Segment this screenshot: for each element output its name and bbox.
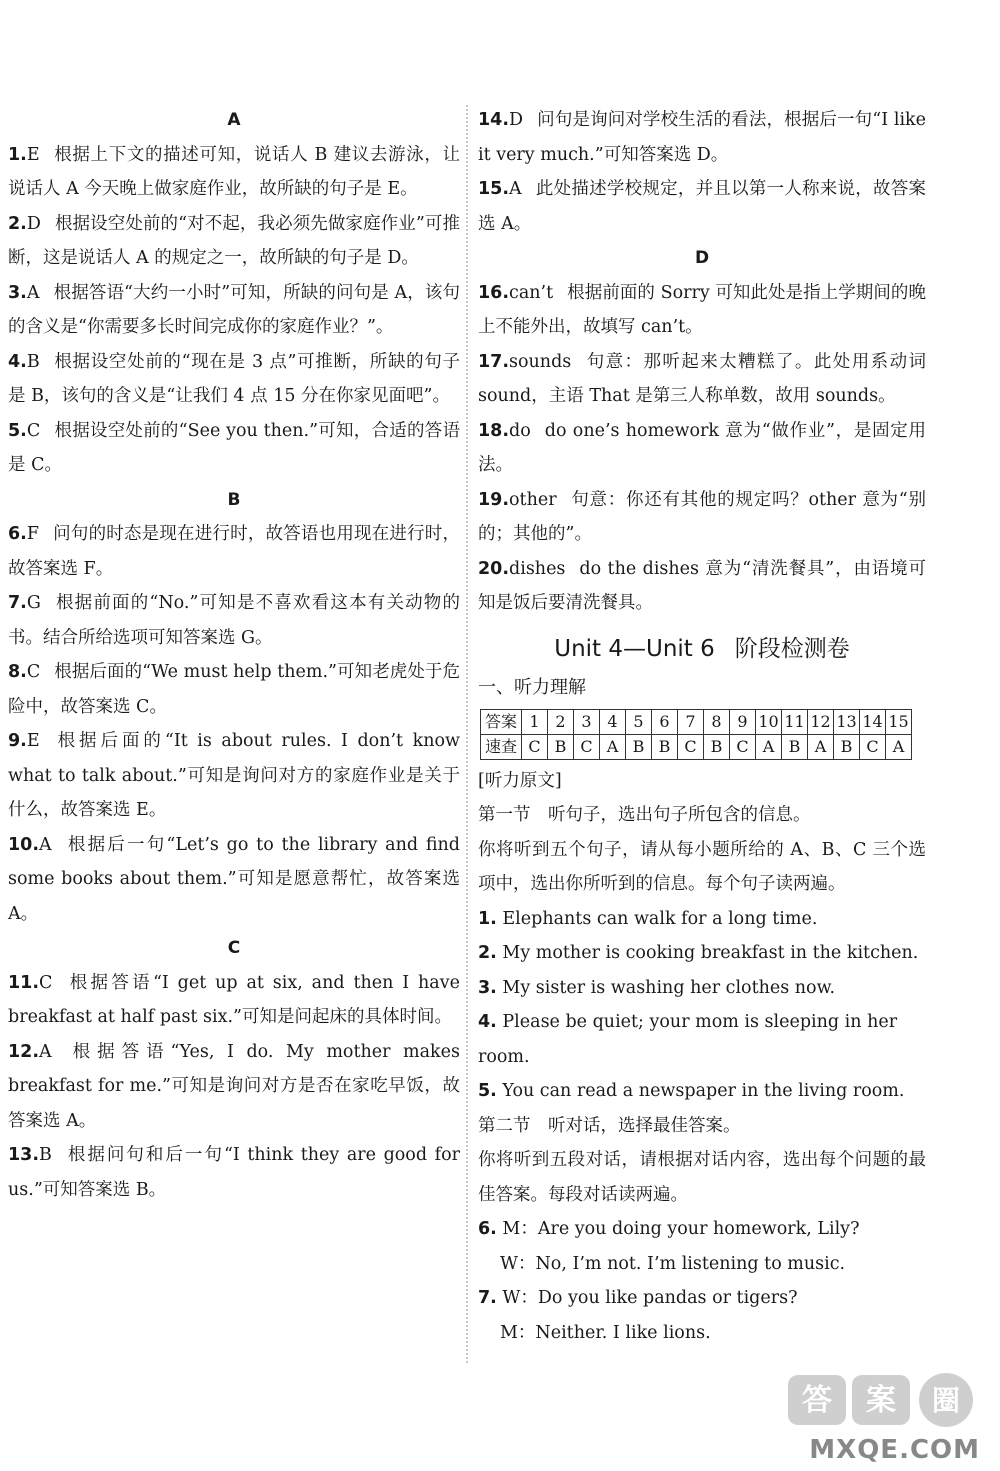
dialogue-line-text: W：No, I’m not. I’m listening to music.	[500, 1253, 846, 1274]
answer-item	[8, 828, 460, 932]
answer-table-number: 3	[574, 709, 600, 734]
section2-title: 第二节 听对话，选择最佳答案。	[478, 1115, 741, 1136]
answer-item	[8, 586, 460, 655]
item-explanation: 根据前面的 Sorry 可知此处是指上学期间的晚上不能外出，故填写 can’t。	[478, 282, 926, 337]
answer-item	[8, 1035, 460, 1139]
dialogue-line	[478, 1281, 926, 1316]
item-answer: A	[26, 282, 40, 303]
answer-item	[8, 966, 460, 1035]
sentence-item	[478, 1074, 926, 1109]
item-answer: E	[26, 731, 40, 751]
item-answer: A	[39, 1041, 52, 1062]
answer-table-number: 13	[834, 709, 860, 734]
listening-original-label: [听力原文]	[478, 770, 562, 791]
item-explanation: 根据答语“I get up at six, and then I have breakfast at half past six.”可知是问起床的具体时间。	[8, 972, 460, 1027]
item-answer: C	[39, 972, 53, 993]
sentence-item	[478, 936, 926, 971]
answer-item	[8, 345, 460, 414]
item-answer: D	[26, 213, 41, 234]
answer-table-number: 10	[756, 709, 782, 734]
answer-item	[8, 138, 460, 207]
section1-title: 第一节 听句子，选出句子所包含的信息。	[478, 805, 811, 825]
answer-table-answer: A	[600, 734, 626, 759]
answer-table-number: 9	[730, 709, 756, 734]
sentence-number: 4.	[478, 1012, 497, 1032]
item-explanation: 根据后面的“We must help them.”可知老虎处于危险中，故答案选 C。	[8, 662, 460, 717]
answer-item	[8, 276, 460, 345]
answer-item	[478, 276, 926, 345]
sentence-item	[478, 971, 926, 1006]
answer-item	[478, 414, 926, 483]
answer-table-answer: C	[678, 734, 704, 759]
answer-table-number: 8	[704, 709, 730, 734]
item-answer: A	[39, 834, 52, 855]
left-column	[8, 103, 460, 1207]
item-number: 2.	[8, 213, 27, 234]
item-number: 6.	[8, 524, 27, 544]
item-number: 17.	[478, 351, 510, 372]
item-explanation: 根据答语“大约一小时”可知，所缺的问句是 A，该句的含义是“你需要多长时间完成你的家庭作业？”。	[8, 282, 460, 337]
item-explanation: 根据前面的“No.”可知是不喜欢看这本有关动物的书。结合所给选项可知答案选 G。	[8, 593, 460, 648]
answer-table-number: 11	[782, 709, 808, 734]
answer-item	[8, 1138, 460, 1207]
item-explanation: 根据上下文的描述可知，说话人 B 建议去游泳，让说话人 A 今天晚上做家庭作业，故所缺的句子是 E。	[8, 144, 460, 199]
dialogue-line	[478, 1212, 926, 1247]
dialogue-line-text: W：Do you like pandas or tigers?	[502, 1288, 798, 1308]
answer-table-label: 速查	[481, 734, 522, 759]
dialogue-list	[478, 1212, 926, 1350]
answer-table-number-row	[481, 709, 912, 734]
answer-table-answer: B	[652, 734, 678, 759]
answer-item	[8, 414, 460, 483]
item-number: 14.	[478, 110, 510, 130]
sentence-item	[478, 1005, 926, 1074]
unit-title-range: Unit 4—Unit 6	[554, 635, 715, 662]
dialogue-line-text: M：Are you doing your homework, Lily?	[502, 1219, 860, 1239]
answer-table	[480, 709, 912, 760]
item-number: 11.	[8, 972, 40, 993]
answer-table-number: 4	[600, 709, 626, 734]
item-answer: dishes	[509, 558, 566, 579]
answer-table-label: 答案	[481, 709, 522, 734]
item-answer: D	[509, 110, 524, 130]
item-number: 3.	[8, 282, 27, 303]
item-explanation: 句意：你还有其他的规定吗？other 意为“别的；其他的”。	[478, 489, 926, 544]
item-explanation: 根据答语“Yes, I do. My mother makes breakfast for me.”可知是询问对方是否在家吃早饭，故答案选 A。	[8, 1041, 460, 1131]
answer-table-number: 1	[522, 709, 548, 734]
item-explanation: 问句是询问对学校生活的看法，根据后一句“I like it very much.”可知答案选 D。	[478, 110, 926, 165]
sentence-number: 2.	[478, 943, 497, 963]
part-heading-listening: 一、听力理解	[478, 676, 586, 698]
answer-table-answer: A	[808, 734, 834, 759]
item-number: 12.	[8, 1041, 40, 1062]
dialogue-line	[478, 1247, 926, 1282]
item-explanation: do one’s homework 意为“做作业”，是固定用法。	[478, 420, 926, 475]
sentence-text: Please be quiet; your mom is sleeping in her room.	[478, 1012, 898, 1067]
unit-title	[478, 625, 926, 673]
item-answer: F	[26, 524, 39, 544]
answer-table-answer: C	[522, 734, 548, 759]
answer-table-number: 12	[808, 709, 834, 734]
answer-item	[8, 655, 460, 724]
answer-table-answer: C	[860, 734, 886, 759]
answer-list-d	[478, 276, 926, 621]
answer-table-answer: C	[730, 734, 756, 759]
section-heading-c: C	[227, 938, 241, 958]
section2-instruction: 你将听到五段对话，请根据对话内容，选出每个问题的最佳答案。每段对话读两遍。	[478, 1150, 926, 1205]
item-number: 16.	[478, 282, 510, 303]
answer-table-answer: A	[886, 734, 912, 759]
answer-table-answer: A	[756, 734, 782, 759]
item-number: 18.	[478, 420, 510, 441]
dialogue-number: 6.	[478, 1219, 497, 1239]
answer-item	[478, 345, 926, 414]
item-number: 4.	[8, 351, 27, 372]
item-answer: can’t	[509, 282, 554, 303]
watermark-text: MXQE.COM	[809, 1435, 980, 1465]
sentence-number: 5.	[478, 1081, 497, 1101]
item-answer: do	[509, 420, 531, 441]
answer-list-a	[8, 138, 460, 483]
sentence-text: My mother is cooking breakfast in the kitchen.	[502, 943, 919, 963]
item-explanation: 问句的时态是现在进行时，故答语也用现在进行时，故答案选 F。	[8, 524, 460, 579]
answer-table-number: 2	[548, 709, 574, 734]
dialogue-line	[478, 1316, 926, 1351]
item-explanation: 句意：那听起来太糟糕了。此处用系动词 sound，主语 That 是第三人称单数，故用 sounds。	[478, 351, 926, 406]
svg-text:答: 答	[802, 1383, 832, 1418]
answer-table-answer: B	[548, 734, 574, 759]
answer-table-answer: B	[704, 734, 730, 759]
item-number: 19.	[478, 489, 510, 510]
sentence-number: 3.	[478, 977, 497, 998]
answer-table-number: 7	[678, 709, 704, 734]
item-explanation: 根据设空处前的“对不起，我必须先做家庭作业”可推断，这是说话人 A 的规定之一，故所缺的句子是 D。	[8, 213, 460, 268]
item-explanation: 根据问句和后一句“I think they are good for us.”可知答案选 B。	[8, 1145, 460, 1200]
sentence-item	[478, 902, 926, 937]
right-column	[478, 103, 926, 1350]
column-divider	[466, 105, 468, 1363]
item-number: 1.	[8, 144, 27, 165]
item-answer: C	[26, 420, 41, 441]
answer-item	[478, 172, 926, 241]
answer-table-number: 5	[626, 709, 652, 734]
svg-text:圈: 圈	[931, 1384, 961, 1417]
item-number: 8.	[8, 662, 27, 682]
item-number: 10.	[8, 834, 40, 855]
sentence-number: 1.	[478, 908, 497, 929]
item-explanation: 根据后一句“Let’s go to the library and find some books about them.”可知是愿意帮忙，故答案选 A。	[8, 834, 460, 924]
item-number: 20.	[478, 558, 510, 579]
item-answer: other	[509, 489, 557, 510]
item-answer: sounds	[509, 351, 572, 372]
item-answer: A	[509, 179, 522, 199]
item-number: 5.	[8, 420, 27, 441]
sentence-text: You can read a newspaper in the living room.	[502, 1081, 905, 1101]
item-explanation: 根据设空处前的“现在是 3 点”可推断，所缺的句子是 B，该句的含义是“让我们 4 点 15 分在你家见面吧”。	[8, 351, 460, 406]
answer-item	[8, 517, 460, 586]
answer-table-answer-row	[481, 734, 912, 759]
answer-table-number: 14	[860, 709, 886, 734]
item-answer: E	[26, 144, 40, 165]
unit-title-name: 阶段检测卷	[734, 635, 850, 662]
sentence-list	[478, 902, 926, 1109]
section1-instruction: 你将听到五个句子，请从每小题所给的 A、B、C 三个选项中，选出你所听到的信息。每个句子读两遍。	[478, 839, 926, 894]
answer-list-top	[478, 103, 926, 241]
answer-item	[478, 483, 926, 552]
item-explanation: 此处描述学校规定，并且以第一人称来说，故答案选 A。	[478, 179, 926, 234]
answer-table-answer: B	[834, 734, 860, 759]
answer-table-answer: C	[574, 734, 600, 759]
item-answer: G	[26, 593, 41, 613]
section-heading-b: B	[227, 489, 241, 510]
sentence-text: Elephants can walk for a long time.	[502, 908, 818, 929]
item-number: 15.	[478, 179, 510, 199]
section-heading-a: A	[227, 110, 241, 130]
item-explanation: 根据设空处前的“See you then.”可知，合适的答语是 C。	[8, 420, 460, 475]
answer-item	[478, 552, 926, 621]
answer-list-c	[8, 966, 460, 1208]
answer-table-number: 6	[652, 709, 678, 734]
answer-item	[478, 103, 926, 172]
item-number: 7.	[8, 593, 27, 613]
dialogue-line-text: M：Neither. I like lions.	[500, 1322, 711, 1343]
section-heading-d: D	[694, 248, 710, 268]
svg-text:案: 案	[866, 1383, 896, 1418]
answer-item	[8, 724, 460, 828]
answer-table-answer: B	[782, 734, 808, 759]
dialogue-number: 7.	[478, 1288, 497, 1308]
item-explanation: 根据后面的“It is about rules. I don’t know what to talk about.”可知是询问对方的家庭作业是关于什么，故答案选 E。	[8, 731, 460, 820]
item-number: 13.	[8, 1145, 40, 1165]
sentence-text: My sister is washing her clothes now.	[502, 977, 836, 998]
answer-table-number: 15	[886, 709, 912, 734]
item-answer: C	[26, 662, 41, 682]
answer-item	[8, 207, 460, 276]
item-answer: B	[39, 1145, 52, 1165]
item-number: 9.	[8, 731, 27, 751]
answer-list-b	[8, 517, 460, 931]
answer-table-answer: B	[626, 734, 652, 759]
item-explanation: do the dishes 意为“清洗餐具”，由语境可知是饭后要清洗餐具。	[478, 558, 926, 613]
item-answer: B	[26, 351, 40, 372]
